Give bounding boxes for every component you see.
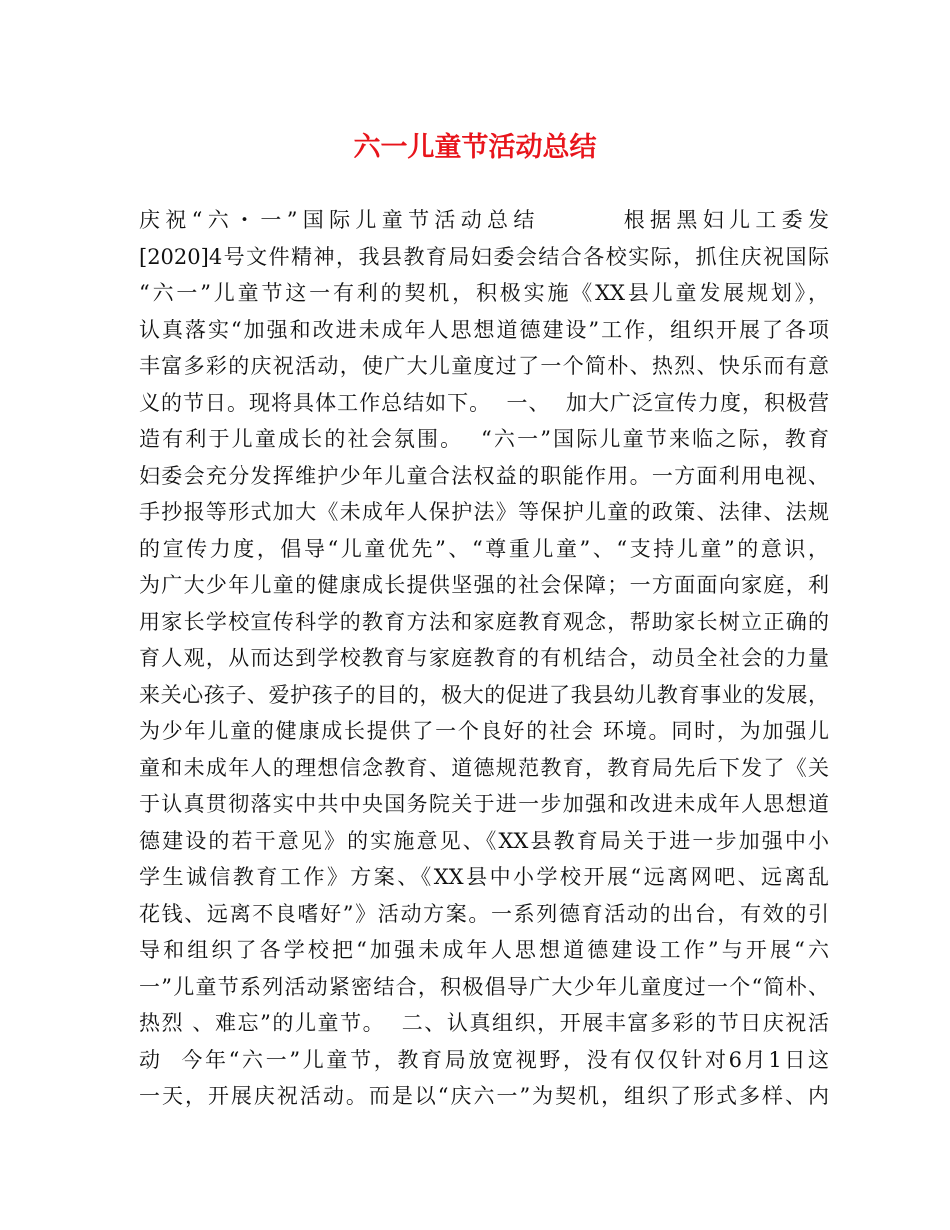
body-line: 学生诚信教育工作》方案、《XX县中小学校开展“远离网吧、远离乱 <box>139 865 829 889</box>
document-title: 六一儿童节活动总结 <box>353 132 597 163</box>
body-line: 育人观，从而达到学校教育与家庭教育的有机结合，动员全社会的力量 <box>139 646 829 670</box>
body-line: 来关心孩子、爱护孩子的目的，极大的促进了我县幼儿教育事业的发展， <box>139 682 829 707</box>
body-line: 造有利于儿童成长的社会氛围。 “六一”国际儿童节来临之际，教育 <box>139 427 829 451</box>
body-line: 德建设的若干意见》的实施意见、《XX县教育局关于进一步加强中小 <box>139 828 829 853</box>
body-line: 义的节日。现将具体工作总结如下。 一、 加大广泛宣传力度，积极营 <box>139 390 829 415</box>
body-line: 的宣传力度，倡导“儿童优先”、“尊重儿童”、“支持儿童”的意识， <box>139 536 829 561</box>
body-line: 于认真贯彻落实中共中央国务院关于进一步加强和改进未成年人思想道 <box>139 792 829 816</box>
body-line: 认真落实“加强和改进未成年人思想道德建设”工作，组织开展了各项 <box>139 317 829 342</box>
body-line: 导和组织了各学校把“加强未成年人思想道德建设工作”与开展“六 <box>139 938 829 962</box>
body-line: 童和未成年人的理想信念教育、道德规范教育，教育局先后下发了《关 <box>139 755 829 780</box>
body-line: 用家长学校宣传科学的教育方法和家庭教育观念，帮助家长树立正确的 <box>139 609 829 634</box>
body-line: “六一”儿童节这一有利的契机，积极实施《XX县儿童发展规划》， <box>139 281 829 305</box>
body-line: 一天，开展庆祝活动。而是以“庆六一”为契机，组织了形式多样、内 <box>139 1084 829 1108</box>
body-line: 手抄报等形式加大《未成年人保护法》等保护儿童的政策、法律、法规 <box>139 500 829 524</box>
body-line: [2020]4号文件精神，我县教育局妇委会结合各校实际，抓住庆祝国际 <box>139 244 829 269</box>
document-body <box>139 202 829 1115</box>
body-line: 为少年儿童的健康成长提供了一个良好的社会 环境。同时，为加强儿 <box>139 719 829 743</box>
body-line: 花钱、远离不良嗜好”》活动方案。一系列德育活动的出台，有效的引 <box>139 901 829 926</box>
body-line: 丰富多彩的庆祝活动，使广大儿童度过了一个简朴、热烈、快乐而有意 <box>139 354 829 378</box>
body-line: 一”儿童节系列活动紧密结合，积极倡导广大少年儿童度过一个“简朴、 <box>139 974 829 999</box>
body-line: 为广大少年儿童的健康成长提供坚强的社会保障；一方面面向家庭，利 <box>139 573 829 597</box>
body-line: 热烈 、难忘”的儿童节。 二、认真组织，开展丰富多彩的节日庆祝活 <box>139 1011 829 1035</box>
body-line: 庆祝“六・一”国际儿童节活动总结 根据黑妇儿工委发 <box>139 208 829 232</box>
body-line: 动 今年“六一”儿童节，教育局放宽视野，没有仅仅针对6月1日这 <box>139 1047 829 1072</box>
body-line: 妇委会充分发挥维护少年儿童合法权益的职能作用。一方面利用电视、 <box>139 463 829 488</box>
